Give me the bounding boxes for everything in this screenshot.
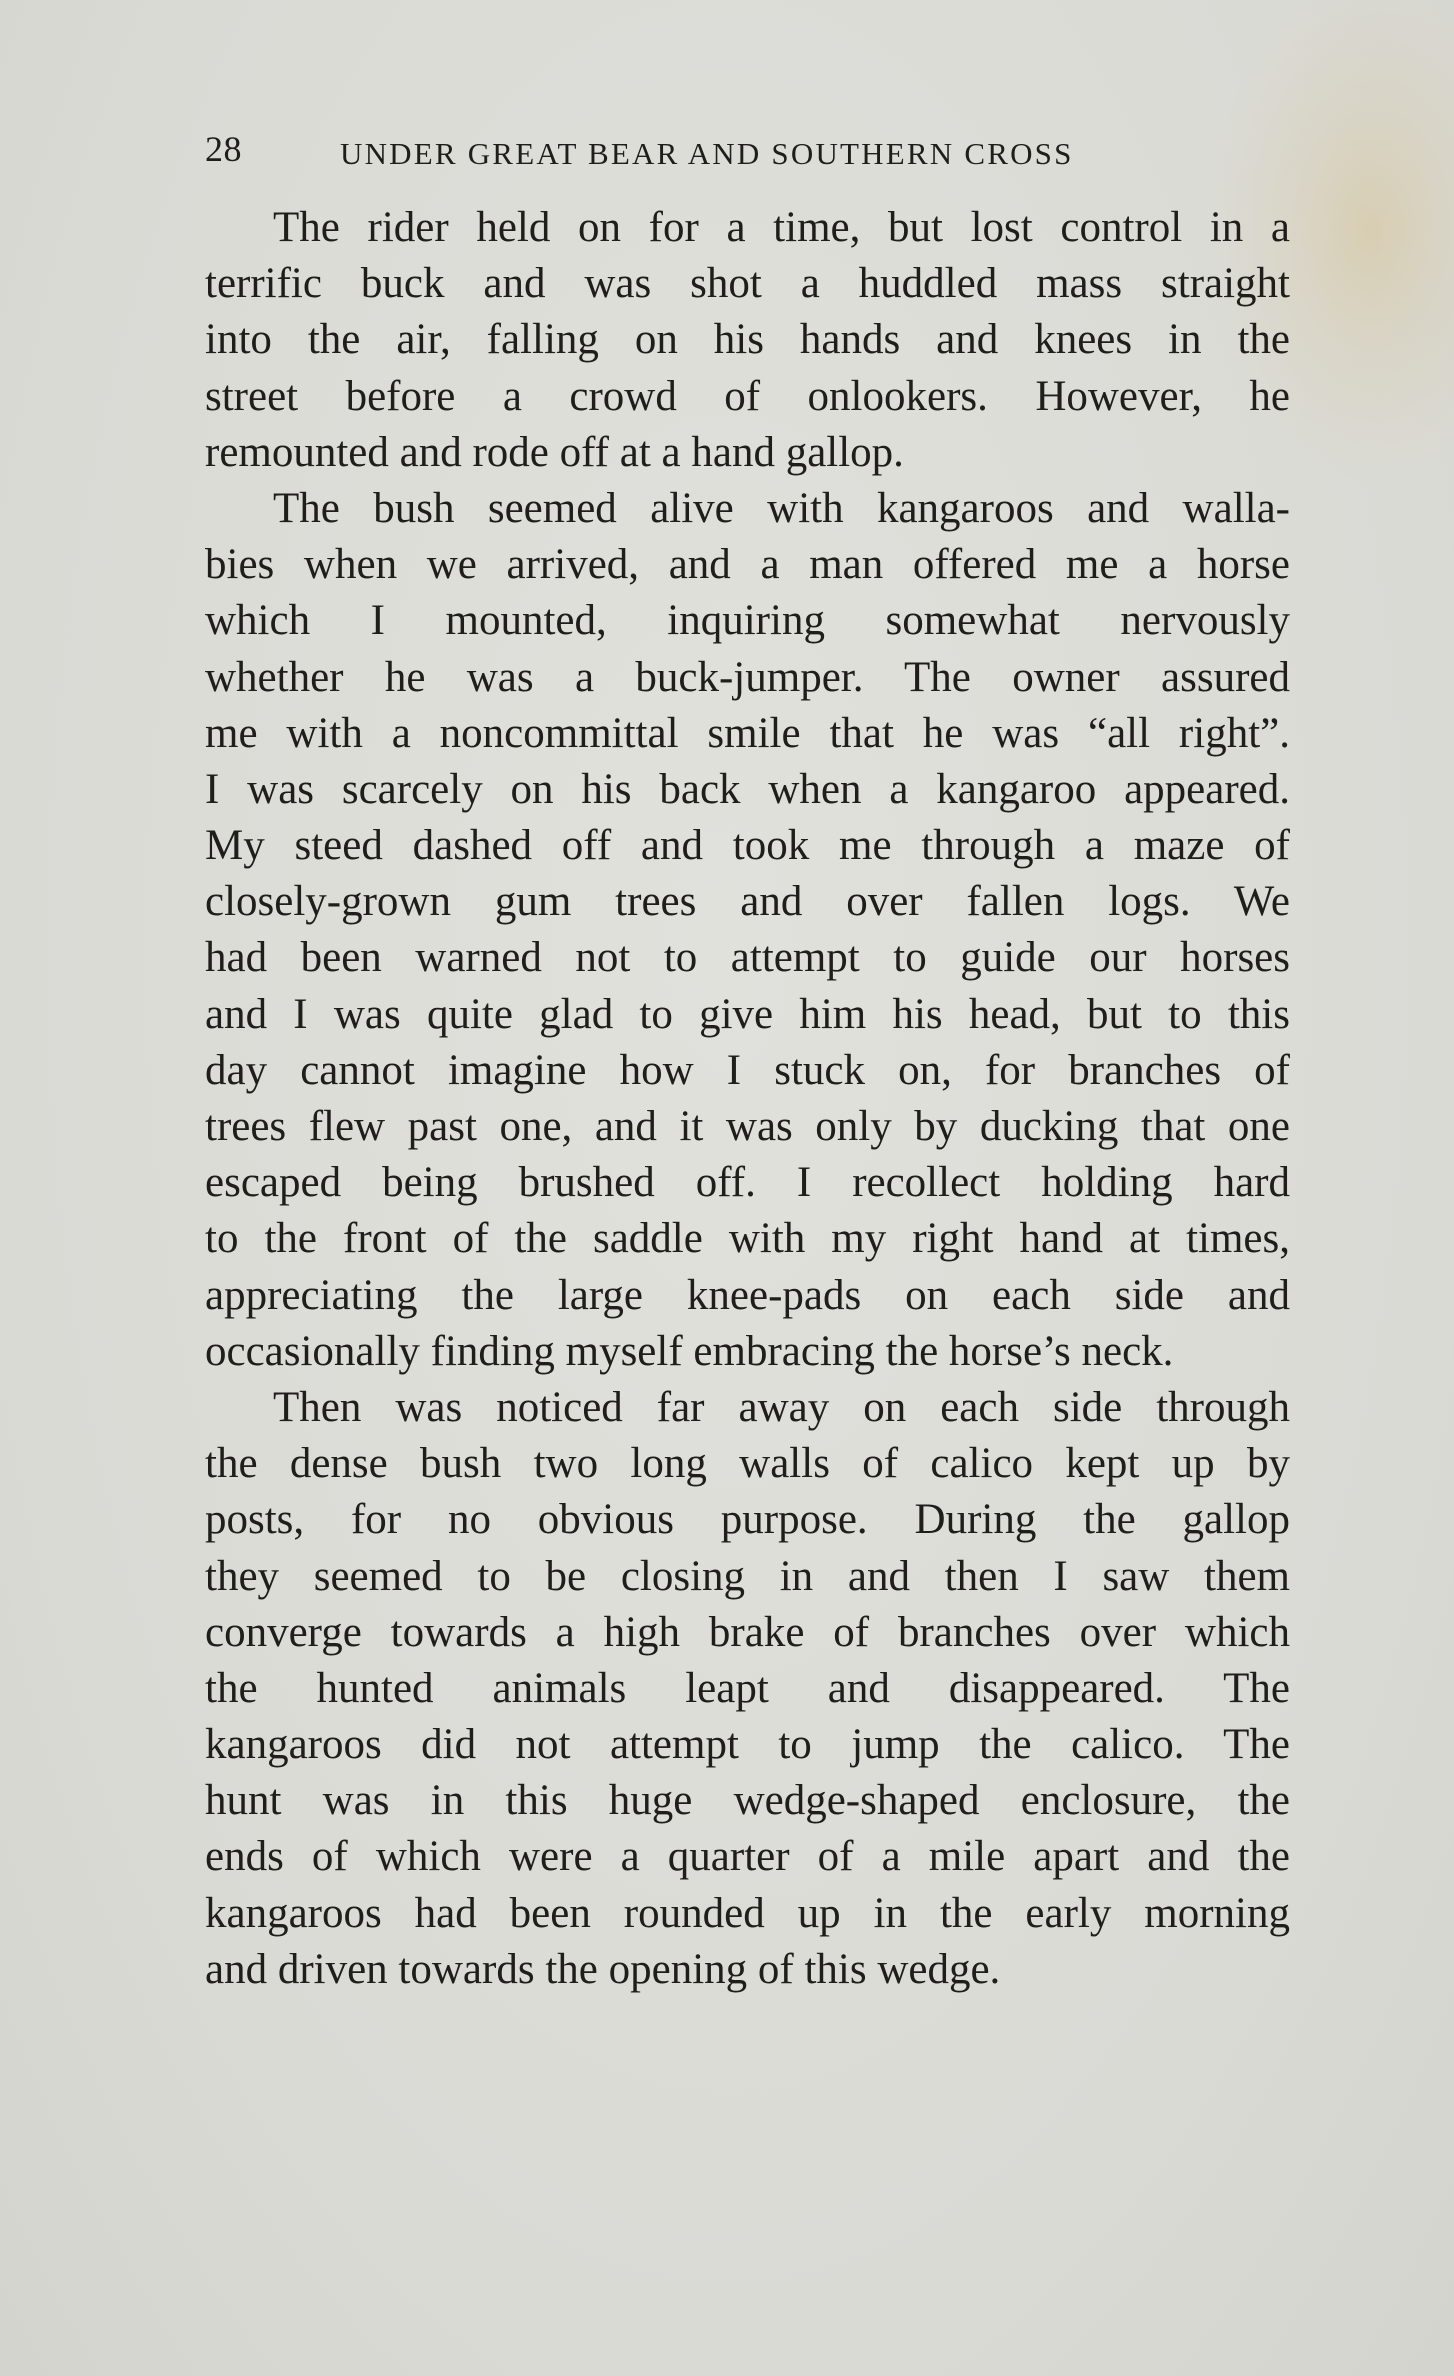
text-line: ends of which were a quarter of a mile apart and the bbox=[205, 1833, 1290, 1881]
text-line: me with a noncommittal smile that he was “all right”. bbox=[205, 709, 1290, 757]
text-line: bies when we arrived, and a man offered me a horse bbox=[205, 541, 1290, 589]
text-line: occasionally finding myself embracing the horse’s neck. bbox=[205, 1327, 1174, 1375]
text-line: the hunted animals leapt and disappeared. The bbox=[205, 1664, 1290, 1712]
text-line: street before a crowd of onlookers. However, he bbox=[205, 372, 1290, 420]
text-line: to the front of the saddle with my right hand at times, bbox=[205, 1215, 1290, 1263]
text-line: had been warned not to attempt to guide our horses bbox=[205, 934, 1290, 982]
text-line: Then was noticed far away on each side through bbox=[273, 1383, 1290, 1431]
text-line: terrific buck and was shot a huddled mass straight bbox=[205, 260, 1290, 308]
text-line: remounted and rode off at a hand gallop. bbox=[205, 428, 904, 476]
text-line: I was scarcely on his back when a kangaroo appeared. bbox=[205, 765, 1290, 813]
text-line: and I was quite glad to give him his head, but to this bbox=[205, 990, 1290, 1038]
text-line: closely-grown gum trees and over fallen logs. We bbox=[205, 878, 1290, 926]
page-header bbox=[205, 128, 1290, 178]
text-line: appreciating the large knee-pads on each side and bbox=[205, 1271, 1290, 1319]
text-line: the dense bush two long walls of calico kept up by bbox=[205, 1440, 1290, 1488]
text-line: kangaroos did not attempt to jump the calico. The bbox=[205, 1721, 1290, 1769]
text-line: posts, for no obvious purpose. During the gallop bbox=[205, 1496, 1290, 1544]
text-line: they seemed to be closing in and then I saw them bbox=[205, 1552, 1290, 1600]
text-line: kangaroos had been rounded up in the early morning bbox=[205, 1889, 1290, 1937]
text-line: hunt was in this huge wedge-shaped enclosure, the bbox=[205, 1777, 1290, 1825]
text-line: which I mounted, inquiring somewhat nervously bbox=[205, 597, 1290, 645]
text-line: into the air, falling on his hands and knees in the bbox=[205, 316, 1290, 364]
text-line: The bush seemed alive with kangaroos and walla- bbox=[273, 484, 1290, 532]
text-line: trees flew past one, and it was only by ducking that one bbox=[205, 1103, 1290, 1150]
text-line: The rider held on for a time, but lost control in a bbox=[273, 204, 1290, 251]
text-line: My steed dashed off and took me through a maze of bbox=[205, 822, 1290, 870]
text-line: and driven towards the opening of this wedge. bbox=[205, 1945, 1001, 1993]
text-line: whether he was a buck-jumper. The owner assured bbox=[205, 653, 1290, 701]
text-line: converge towards a high brake of branches over which bbox=[205, 1608, 1290, 1656]
page-number: 28 bbox=[205, 129, 242, 169]
running-head: UNDER GREAT BEAR AND SOUTHERN CROSS bbox=[340, 136, 1074, 171]
text-line: day cannot imagine how I stuck on, for branches of bbox=[205, 1046, 1290, 1094]
text-line: escaped being brushed off. I recollect holding hard bbox=[205, 1159, 1290, 1207]
body-text bbox=[205, 200, 1290, 1998]
